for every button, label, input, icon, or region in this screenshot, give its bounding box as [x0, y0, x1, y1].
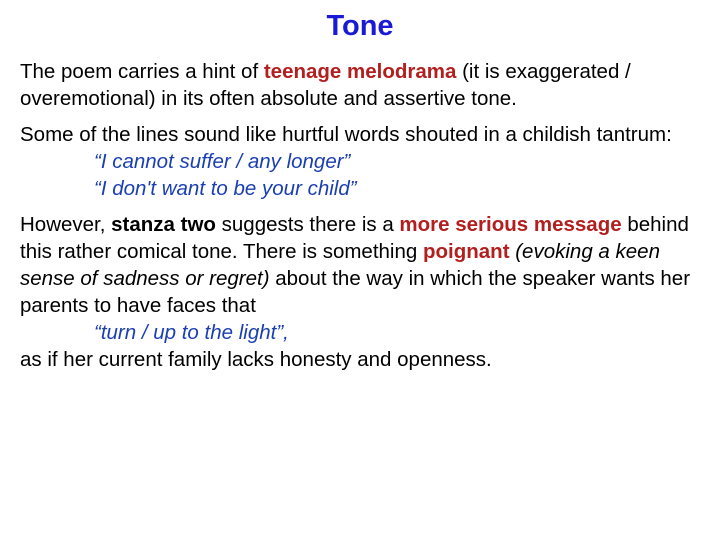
definition-poignant: (evoking a keen sense of sadness or regret) [20, 240, 660, 290]
term-poignant: poignant [422, 240, 510, 263]
text-run: as if her current family lacks honesty and openness. [20, 348, 492, 371]
slide-body [20, 58, 700, 382]
term-more-serious-message: more serious message [399, 213, 622, 236]
text-run: suggests there is a [215, 213, 400, 236]
text-run: However, [20, 213, 112, 236]
term-stanza-two: stanza two [111, 213, 216, 236]
text-run: The poem carries a hint of [20, 60, 264, 83]
term-teenage-melodrama: teenage melodrama [263, 60, 457, 83]
text-run: behind this rather comical tone. There is something [20, 213, 689, 263]
paragraph-melodrama [20, 58, 700, 112]
text-run: about the way in which the speaker wants her parents to have faces that [20, 267, 691, 317]
slide-title: Tone [326, 10, 394, 42]
quote-dont-want-child: “I don't want to be your child” [94, 177, 357, 200]
text-run: (it is exaggerated / overemotional) in its often absolute and assertive tone. [20, 60, 631, 110]
quote-cannot-suffer: “I cannot suffer / any longer” [94, 150, 351, 173]
paragraph-stanza-two [20, 211, 700, 373]
quote-turn-up-to-light: “turn / up to the light”, [94, 321, 289, 344]
text-run: Some of the lines sound like hurtful words shouted in a childish tantrum: [20, 123, 672, 146]
paragraph-tantrum [20, 121, 700, 202]
